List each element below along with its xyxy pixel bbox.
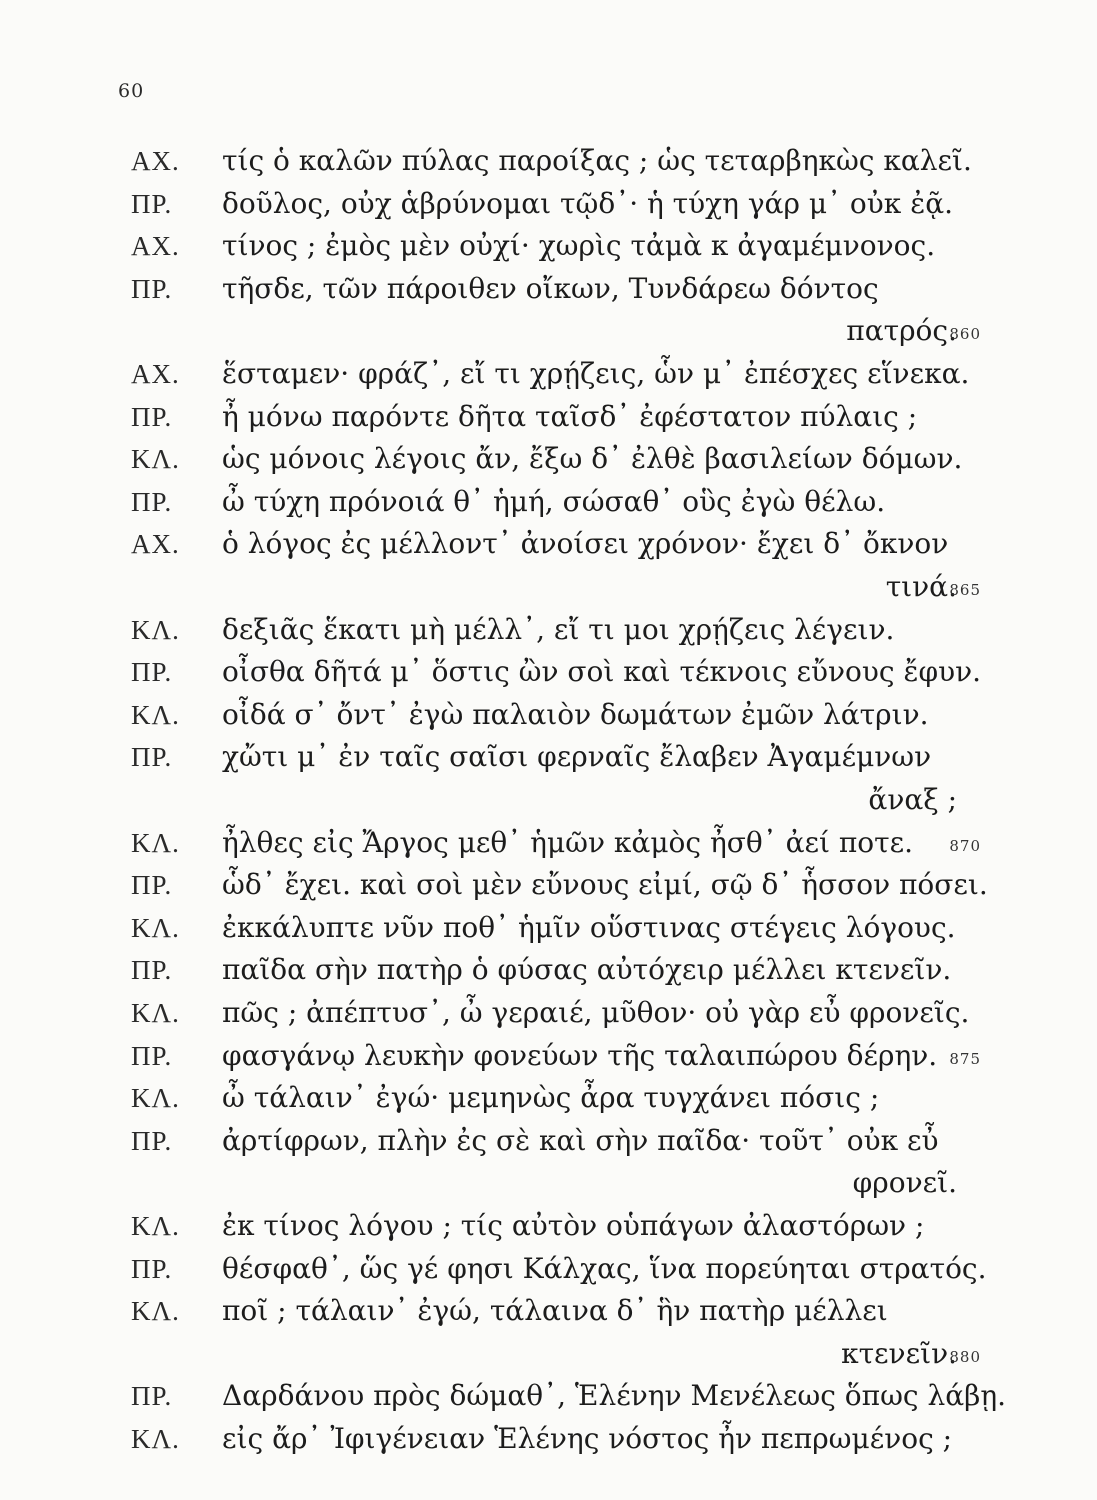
verse-text: οἶδά σ᾽ ὄντ᾽ ἐγὼ παλαιὸν δωμάτων ἐμῶν λάτριν. <box>222 698 929 731</box>
speaker-label: ΚΛ. <box>131 1424 180 1454</box>
verse-text: ἕσταμεν· φράζ᾽, εἴ τι χρῄζεις, ὧν μ᾽ ἐπέσχες εἵνεκα. <box>222 357 970 390</box>
verse-line <box>0 992 1097 1034</box>
verse-text: ὁ λόγος ἐς μέλλοντ᾽ ἀνοίσει χρόνον· ἔχει δ᾽ ὄκνον <box>222 527 949 560</box>
verse-line <box>0 1418 1097 1460</box>
speaker-label: ΚΛ. <box>131 444 180 474</box>
speaker-label: ΠΡ. <box>131 1126 173 1156</box>
verse-text: ὦ τάλαιν᾽ ἐγώ· μεμηνὼς ἆρα τυγχάνει πόσις ; <box>222 1081 880 1114</box>
speaker-label: ΚΛ. <box>131 615 180 645</box>
verse-line <box>0 396 1097 438</box>
verse-text: ὧδ᾽ ἔχει. καὶ σοὶ μὲν εὔνους εἰμί, σῷ δ᾽ ἧσσον πόσει. <box>222 868 988 901</box>
verse-line <box>0 225 1097 267</box>
line-number: 865 <box>949 581 981 599</box>
verse-text: δοῦλος, οὐχ ἁβρύνομαι τῷδ᾽· ἡ τύχη γάρ μ᾽ οὐκ ἐᾷ. <box>222 187 954 220</box>
speaker-label: ΑΧ. <box>131 529 180 559</box>
verse-line <box>0 736 1097 778</box>
verse-text: παῖδα σὴν πατὴρ ὁ φύσας αὐτόχειρ μέλλει κτενεῖν. <box>222 953 952 986</box>
line-number: 880 <box>949 1348 981 1366</box>
speaker-label: ΑΧ. <box>131 231 180 261</box>
continuation-text: ἄναξ ; <box>868 783 957 816</box>
verse-text: ἐκ τίνος λόγου ; τίς αὐτὸν οὑπάγων ἀλαστόρων ; <box>222 1209 925 1242</box>
verse-text: χὤτι μ᾽ ἐν ταῖς σαῖσι φερναῖς ἔλαβεν Ἀγαμέμνων <box>222 740 932 773</box>
verse-line <box>0 1035 1097 1077</box>
line-number: 875 <box>949 1050 981 1068</box>
verse-line <box>0 1205 1097 1247</box>
verse-line <box>0 822 1097 864</box>
verse-continuation <box>0 566 1097 608</box>
verse-text: ὡς μόνοις λέγοις ἄν, ἔξω δ᾽ ἐλθὲ βασιλείων δόμων. <box>222 442 963 475</box>
verse-text: Δαρδάνου πρὸς δώμαθ᾽, Ἑλένην Μενέλεως ὅπως λάβῃ. <box>222 1379 1006 1412</box>
speaker-label: ΠΡ. <box>131 274 173 304</box>
line-number: 860 <box>949 325 981 343</box>
verse-text: ἀρτίφρων, πλὴν ἐς σὲ καὶ σὴν παῖδα· τοῦτ᾽ οὐκ εὖ <box>222 1124 939 1157</box>
verse-line <box>0 651 1097 693</box>
verse-text: τῆσδε, τῶν πάροιθεν οἴκων, Τυνδάρεω δόντος <box>222 272 879 305</box>
speaker-label: ΠΡ. <box>131 870 173 900</box>
verse-text: ποῖ ; τάλαιν᾽ ἐγώ, τάλαινα δ᾽ ἣν πατὴρ μέλλει <box>222 1294 888 1327</box>
verse-line <box>0 864 1097 906</box>
verse-line <box>0 523 1097 565</box>
verse-text: δεξιᾶς ἕκατι μὴ μέλλ᾽, εἴ τι μοι χρῄζεις λέγειν. <box>222 613 895 646</box>
verse-line <box>0 353 1097 395</box>
speaker-label: ΚΛ. <box>131 828 180 858</box>
verse-line <box>0 694 1097 736</box>
speaker-label: ΠΡ. <box>131 955 173 985</box>
verse-continuation <box>0 1162 1097 1204</box>
verse-line <box>0 1290 1097 1332</box>
verse-text: ἦ μόνω παρόντε δῆτα ταῖσδ᾽ ἐφέστατον πύλαις ; <box>222 400 918 433</box>
speaker-label: ΚΛ. <box>131 1211 180 1241</box>
verse-line <box>0 1077 1097 1119</box>
continuation-text: κτενεῖν. <box>841 1337 957 1370</box>
verse-text: θέσφαθ᾽, ὥς γέ φησι Κάλχας, ἵνα πορεύηται στρατός. <box>222 1252 987 1285</box>
speaker-label: ΠΡ. <box>131 657 173 687</box>
verse-line <box>0 481 1097 523</box>
verse-text: οἶσθα δῆτά μ᾽ ὅστις ὢν σοὶ καὶ τέκνοις εὔνους ἔφυν. <box>222 655 982 688</box>
verse-continuation <box>0 310 1097 352</box>
continuation-text: τινά. <box>885 570 957 603</box>
speaker-label: ΠΡ. <box>131 1041 173 1071</box>
verse-text: τίνος ; ἐμὸς μὲν οὐχί· χωρὶς τἀμὰ κ ἀγαμέμνονος. <box>222 229 936 262</box>
verse-line <box>0 949 1097 991</box>
verse-continuation <box>0 779 1097 821</box>
verse-text: ὦ τύχη πρόνοιά θ᾽ ἡμή, σώσαθ᾽ οὓς ἐγὼ θέλω. <box>222 485 886 518</box>
verse-text: τίς ὁ καλῶν πύλας παροίξας ; ὡς τεταρβηκὼς καλεῖ. <box>222 144 972 177</box>
verse-text: ἦλθες εἰς Ἄργος μεθ᾽ ἡμῶν κἀμὸς ἦσθ᾽ ἀεί ποτε. <box>222 826 914 859</box>
verse-line <box>0 1375 1097 1417</box>
verse-text: εἰς ἄρ᾽ Ἰφιγένειαν Ἑλένης νόστος ἦν πεπρωμένος ; <box>222 1422 953 1455</box>
speaker-label: ΑΧ. <box>131 359 180 389</box>
verse-line <box>0 1120 1097 1162</box>
speaker-label: ΠΡ. <box>131 189 173 219</box>
verse-line <box>0 140 1097 182</box>
verse-line <box>0 438 1097 480</box>
speaker-label: ΠΡ. <box>131 1381 173 1411</box>
speaker-label: ΚΛ. <box>131 1296 180 1326</box>
verse-line <box>0 609 1097 651</box>
speaker-label: ΠΡ. <box>131 1254 173 1284</box>
verse-continuation <box>0 1333 1097 1375</box>
speaker-label: ΚΛ. <box>131 1083 180 1113</box>
speaker-label: ΠΡ. <box>131 487 173 517</box>
page-number: 60 <box>118 80 145 102</box>
continuation-text: φρονεῖ. <box>852 1166 957 1199</box>
verse-line <box>0 183 1097 225</box>
verse-line <box>0 268 1097 310</box>
speaker-label: ΑΧ. <box>131 146 180 176</box>
speaker-label: ΠΡ. <box>131 402 173 432</box>
verse-text: ἐκκάλυπτε νῦν ποθ᾽ ἡμῖν οὕστινας στέγεις λόγους. <box>222 911 956 944</box>
verse-text: φασγάνῳ λευκὴν φονεύων τῆς ταλαιπώρου δέρην. <box>222 1039 938 1072</box>
speaker-label: ΚΛ. <box>131 913 180 943</box>
verse-line <box>0 1248 1097 1290</box>
speaker-label: ΚΛ. <box>131 700 180 730</box>
line-number: 870 <box>949 837 981 855</box>
speaker-label: ΠΡ. <box>131 742 173 772</box>
speaker-label: ΚΛ. <box>131 998 180 1028</box>
continuation-text: πατρός. <box>846 314 957 347</box>
verse-line <box>0 907 1097 949</box>
verse-text: πῶς ; ἀπέπτυσ᾽, ὦ γεραιέ, μῦθον· οὐ γὰρ εὖ φρονεῖς. <box>222 996 970 1029</box>
